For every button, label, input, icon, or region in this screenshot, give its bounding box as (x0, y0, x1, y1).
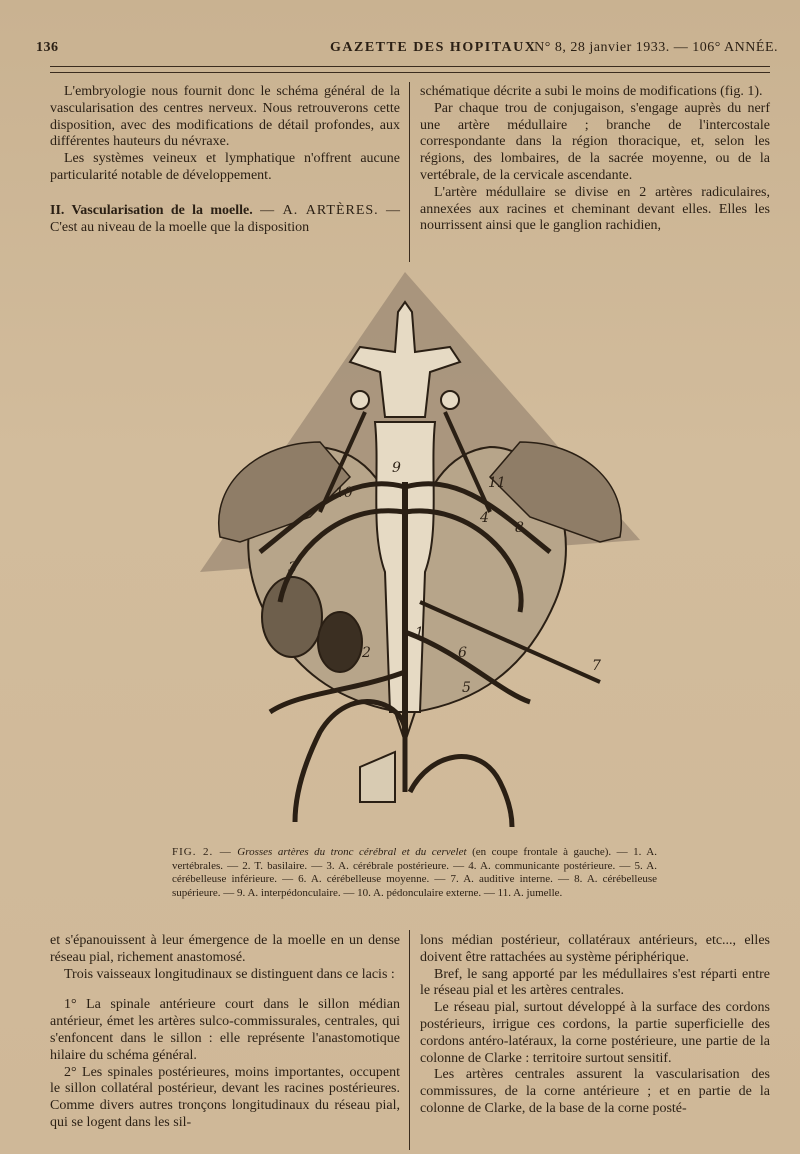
left-nucleus-dark (318, 612, 362, 672)
paragraph: lons médian postérieur, collatéraux antérieurs, etc..., elles doivent être rattachées au système périphérique. (420, 933, 770, 965)
figure-label: 11 (488, 475, 506, 491)
paragraph: L'artère médullaire se divise en 2 artères radiculaires, annexées aux racines et cheminant devant elles. Elles les nourrissent ainsi que le ganglion rachidien, (420, 184, 770, 234)
header-rule (50, 66, 770, 67)
paragraph: Trois vaisseaux longitudinaux se distinguent dans ce lacis : (64, 966, 395, 982)
figure-label: 7 (592, 658, 601, 674)
column-divider (409, 930, 410, 1150)
figure-label: 6 (458, 645, 467, 661)
section-text: — C'est au niveau de la moelle que la disposition (50, 202, 401, 235)
top-left-column (50, 84, 400, 236)
figure-label: 8 (515, 520, 524, 536)
header-rule-thin (50, 72, 770, 73)
paragraph: Les artères centrales assurent la vascularisation des commissures, de la corne antérieure ; et en partie de la colonne de Clarke, de la base de la corne posté- (420, 1067, 770, 1116)
brainstem-artery-figure (200, 272, 640, 842)
figure-label: 5 (462, 680, 471, 696)
spinal-segment (360, 752, 395, 802)
left-nucleus (262, 577, 322, 657)
figure-label: 10 (335, 485, 353, 501)
section-heading (50, 203, 400, 237)
column-divider (409, 82, 410, 262)
bottom-right-column (420, 933, 770, 1118)
paragraph: 1° La spinale antérieure court dans le sillon médian antérieur, émet les artères sulco-commissurales, centrales, qui s'enfoncent dans le sillon : elle représente l'anastomotique hilaire du schéma général. (50, 997, 400, 1063)
subsection-title: — A. ARTÈRES. (260, 202, 379, 218)
figure-label: 1 (415, 625, 424, 641)
right-mammillary-body (441, 391, 459, 409)
figure-label: 9 (392, 460, 401, 476)
figure-label: 4 (480, 510, 489, 526)
page-number: 136 (36, 40, 59, 55)
paragraph: Par chaque trou de conjugaison, s'engage auprès du nerf une artère médullaire ; branche de l'intercostale correspondante dans la région thoracique, et, selon les régions, des lombaires, de la sacrée moyenne, ou de la vertébrale, de la cervicale ascendante. (420, 100, 770, 183)
journal-title: GAZETTE DES HOPITAUX (330, 40, 537, 55)
paragraph: schématique décrite a subi le moins de modifications (fig. 1). (420, 84, 763, 99)
left-mammillary-body (351, 391, 369, 409)
paragraph: Bref, le sang apporté par les médullaires s'est réparti entre le réseau pial et les artères centrales. (420, 966, 770, 999)
figure-caption (172, 846, 657, 900)
caption-figure-number: FIG. 2. — (172, 846, 232, 858)
paragraph: Le réseau pial, surtout développé à la surface des cordons postérieurs, irrigue ces cordons, la partie superficielle des cordons antéro-latéraux, la corne postérieure, une partie de la colonne de Clarke : territoire surtout sensitif. (420, 1000, 770, 1066)
top-right-column (420, 84, 770, 235)
figure-label: 2 (362, 645, 371, 661)
right-vertebral-artery (410, 757, 512, 827)
paragraph: 2° Les spinales postérieures, moins importantes, occupent le sillon collatéral postérieur, devant les racines postérieures. Comme divers autres tronçons longitudinaux du réseau pial, qui se logent dans les sil- (50, 1064, 400, 1130)
paragraph: L'embryologie nous fournit donc le schéma général de la vascularisation des centres nerveux. Nous retrouverons cette disposition, avec des modifications de détail profondes, aux différentes hauteurs du névraxe. (50, 84, 400, 150)
figure-label: 3 (288, 560, 297, 576)
caption-legend: (en coupe frontale à gauche). — 1. A. vertébrales. — 2. T. basilaire. — 3. A. cérébrale postérieure. — 4. A. communicante postérieure. — 5. A. cérébelleuse inférieure. — 6. A. cérébelleuse moyenne. — 7. A. auditive interne. — 8. A. cérébelleuse supérieure. — 9. A. interpédonculaire. — 10. A. pédonculaire externe. — 11. A. jumelle. (172, 846, 658, 899)
bottom-left-column (50, 933, 400, 1132)
issue-info: N° 8, 28 janvier 1933. — 106° ANNÉE. (534, 40, 778, 55)
paragraph: Les systèmes veineux et lymphatique n'offrent aucune particularité notable de développement. (50, 151, 400, 183)
paragraph: et s'épanouissent à leur émergence de la moelle en un dense réseau pial, richement anastomosé. (50, 933, 400, 965)
caption-title: Grosses artères du tronc cérébral et du cervelet (237, 846, 467, 858)
section-title: II. Vascularisation de la moelle. (50, 202, 253, 218)
